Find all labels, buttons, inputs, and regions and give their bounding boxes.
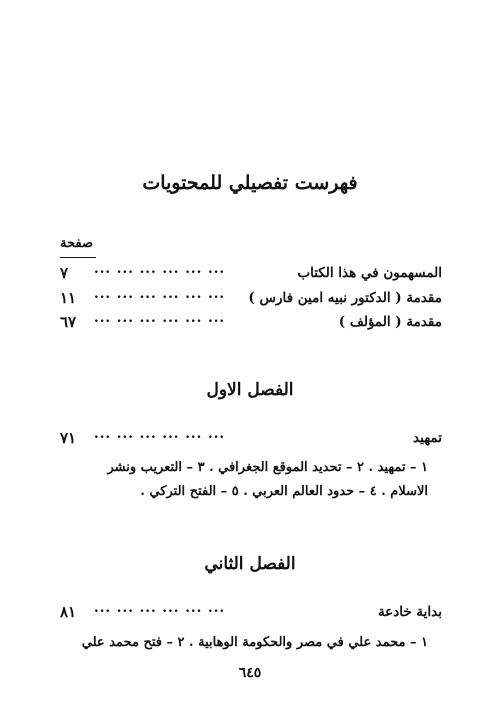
dot-leader: ... ... ... ... ... ... bbox=[94, 426, 226, 442]
page-column-label: صفحة bbox=[60, 236, 93, 251]
toc-entry-page: ٨١ bbox=[60, 603, 77, 621]
subtopics-line: ١ – محمد علي في مصر والحكومة الوهابية . ٢ – فتح محمد علي bbox=[81, 635, 428, 650]
toc-entry-page: ١١ bbox=[60, 289, 77, 307]
page-column-rule bbox=[60, 257, 96, 258]
dot-leader: ... ... ... ... ... ... bbox=[94, 310, 226, 326]
toc-entry-intro-faris bbox=[60, 287, 442, 309]
toc-entry-label: تمهيد bbox=[413, 430, 442, 446]
toc-entry-page: ٧١ bbox=[60, 429, 77, 447]
toc-entry-page: ٦٧ bbox=[60, 313, 77, 331]
chapter-heading: الفصل الثاني bbox=[204, 554, 296, 574]
toc-entry-label: بداية خادعة bbox=[377, 604, 442, 620]
toc-entry-page: ٧ bbox=[60, 264, 69, 282]
subtopics-line: الاسلام . ٤ – حدود العالم العربي . ٥ – الفتح التركي . bbox=[140, 484, 428, 499]
subtopics-line: ١ – تمهيد . ٢ – تحديد الموقع الجغرافي . ٣ – التعريب ونشر bbox=[107, 460, 428, 475]
page-number: ٦٤٥ bbox=[238, 665, 262, 681]
chapter-heading: الفصل الاول bbox=[206, 380, 294, 400]
dot-leader: ... ... ... ... ... ... bbox=[94, 261, 226, 277]
toc-entry-label: مقدمة ( المؤلف ) bbox=[338, 314, 442, 330]
toc-entry-contributors bbox=[60, 262, 442, 284]
dot-leader: ... ... ... ... ... ... bbox=[94, 600, 226, 616]
page-title: فهرست تفصيلي للمحتويات bbox=[142, 172, 358, 194]
toc-entry-label: مقدمة ( الدكتور نبيه امين فارس ) bbox=[248, 290, 442, 306]
dot-leader: ... ... ... ... ... ... bbox=[94, 286, 226, 302]
toc-entry-label: المسهمون في هذا الكتاب bbox=[297, 265, 442, 281]
toc-entry-preface bbox=[60, 427, 442, 449]
toc-entry-intro-author bbox=[60, 311, 442, 333]
toc-entry-deceptive-start bbox=[60, 601, 442, 623]
